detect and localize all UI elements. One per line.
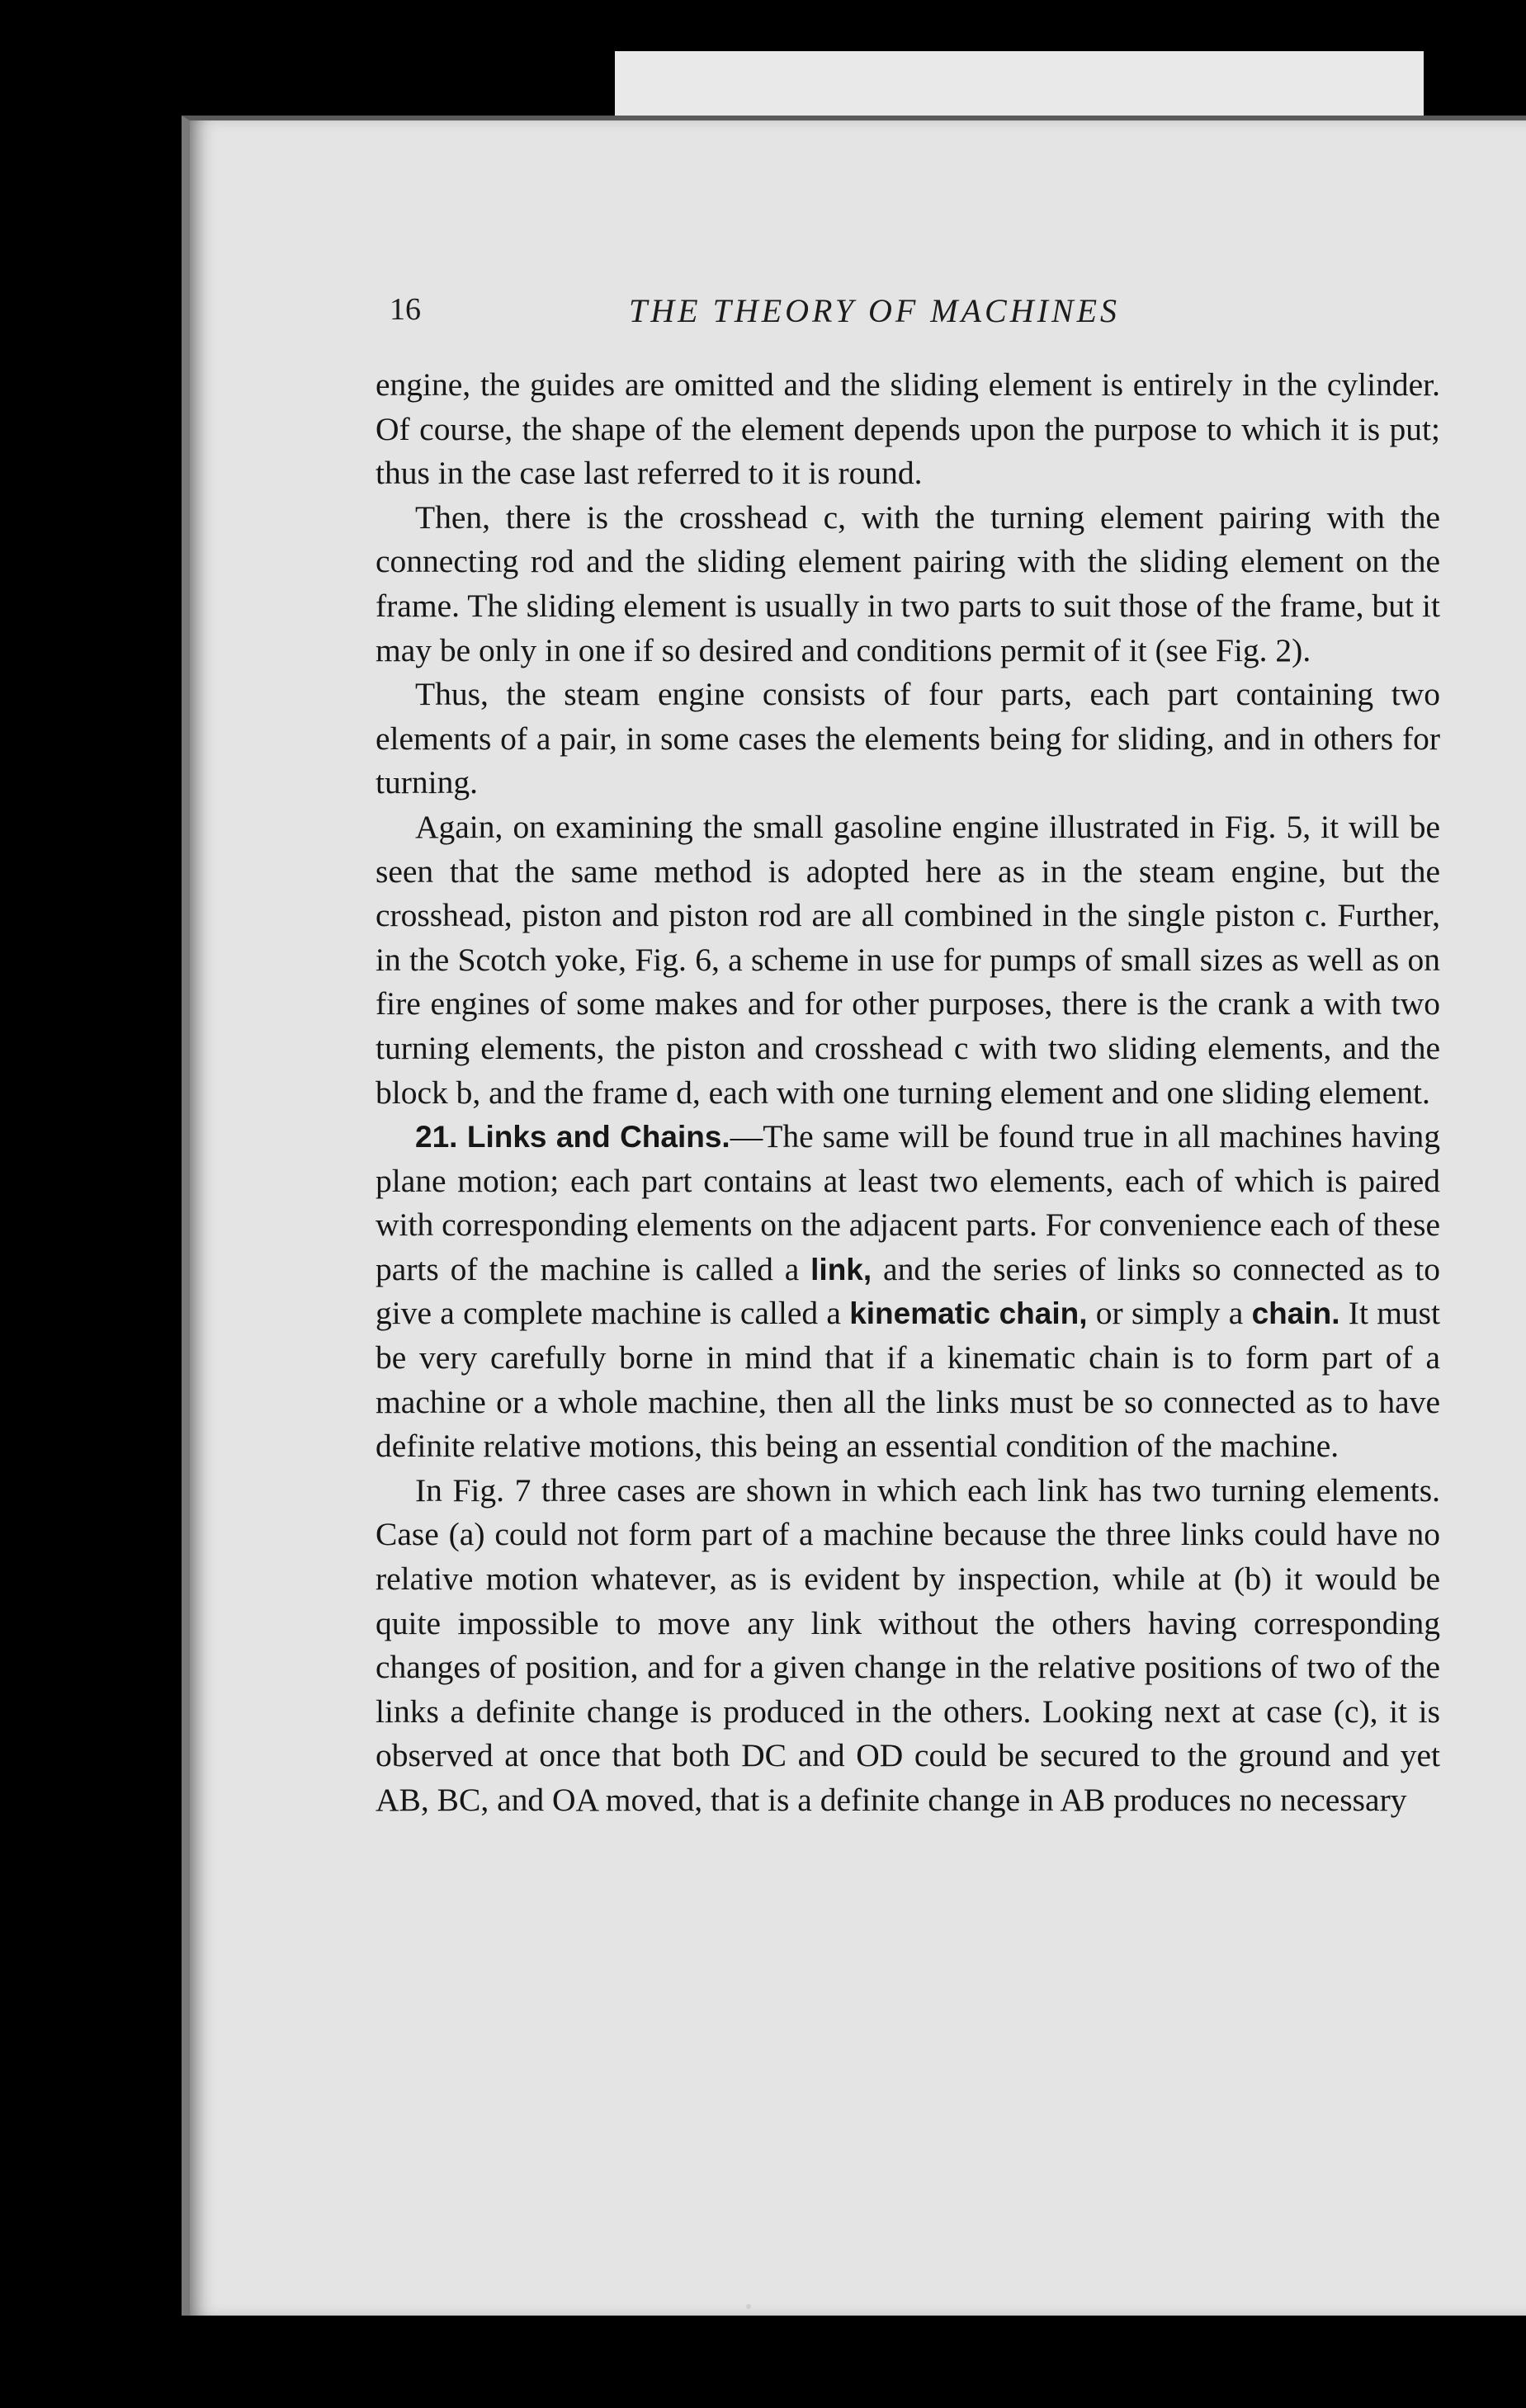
paragraph-5-text-2: and the series of links so connected as to give a complete machine is called a [376, 1250, 1440, 1332]
scan-speck [746, 2304, 751, 2309]
paragraph-5 [376, 1115, 1440, 1469]
paragraph-5-text-4: It must be very carefully borne in mind that if a kinematic chain is to form part of a machine or a whole machine, then all the links must be so connected as to have definite relative motions, this being an essential condition of the machine. [376, 1295, 1441, 1465]
page-number: 16 [390, 292, 421, 327]
paragraph-3: Thus, the steam engine consists of four parts, each part containing two elements of a pair, in some cases the elements being for sliding, and in others for turning. [376, 676, 1440, 801]
page-header [390, 291, 1215, 333]
paragraph-6: In Fig. 7 three cases are shown in which each link has two turning elements. Case (a) could not form part of a machine because the three links could have no relative motion whatever, as is evident by inspection, while at (b) it would be quite impossible to move any link without the others having corresponding changes of position, and for a given change in the relative positions of two of the links a definite change is produced in the others. Looking next at case (c), it is observed at once that both DC and OD could be secured to the ground and yet AB, BC, and OA moved, that is a definite change in AB produces no necessary [376, 1471, 1440, 1818]
term-kinematic-chain: kinematic chain, [849, 1296, 1088, 1331]
section-heading: 21. Links and Chains. [415, 1120, 730, 1154]
running-title: THE THEORY OF MACHINES [629, 292, 1121, 329]
paragraph-1: engine, the guides are omitted and the sliding element is entirely in the cylinder. Of course, the shape of the element depends upon the purpose to which it is put; thus in the case last referred to it is round. [376, 366, 1440, 492]
paragraph-4: Again, on examining the small gasoline engine illustrated in Fig. 5, it will be seen that the same method is adopted here as in the steam engine, but the crosshead, piston and piston rod are all combined in the single piston c. Further, in the Scotch yoke, Fig. 6, a scheme in use for pumps of small sizes as well as on fire engines of some makes and for other purposes, there is the crank a with two turning elements, the piston and crosshead c with two sliding elements, and the block b, and the frame d, each with one turning element and one sliding element. [376, 808, 1440, 1111]
paragraph-5-text-1: —The same will be found true in all machines having plane motion; each part contains at least two elements, each of which is paired with corresponding elements on the adjacent parts. For convenience each of these parts of the machine is called a [376, 1118, 1440, 1287]
paragraph-2: Then, there is the crosshead c, with the turning element pairing with the connecting rod and the sliding element pairing with the sliding element on the frame. The sliding element is usually in two parts to suit those of the frame, but it may be only in one if so desired and conditions permit of it (see Fig. 2). [376, 498, 1440, 668]
paragraph-5-text-3: or simply a [1087, 1295, 1252, 1332]
body-text [376, 363, 1440, 1823]
term-link: link, [810, 1252, 872, 1287]
term-chain: chain. [1251, 1296, 1340, 1331]
